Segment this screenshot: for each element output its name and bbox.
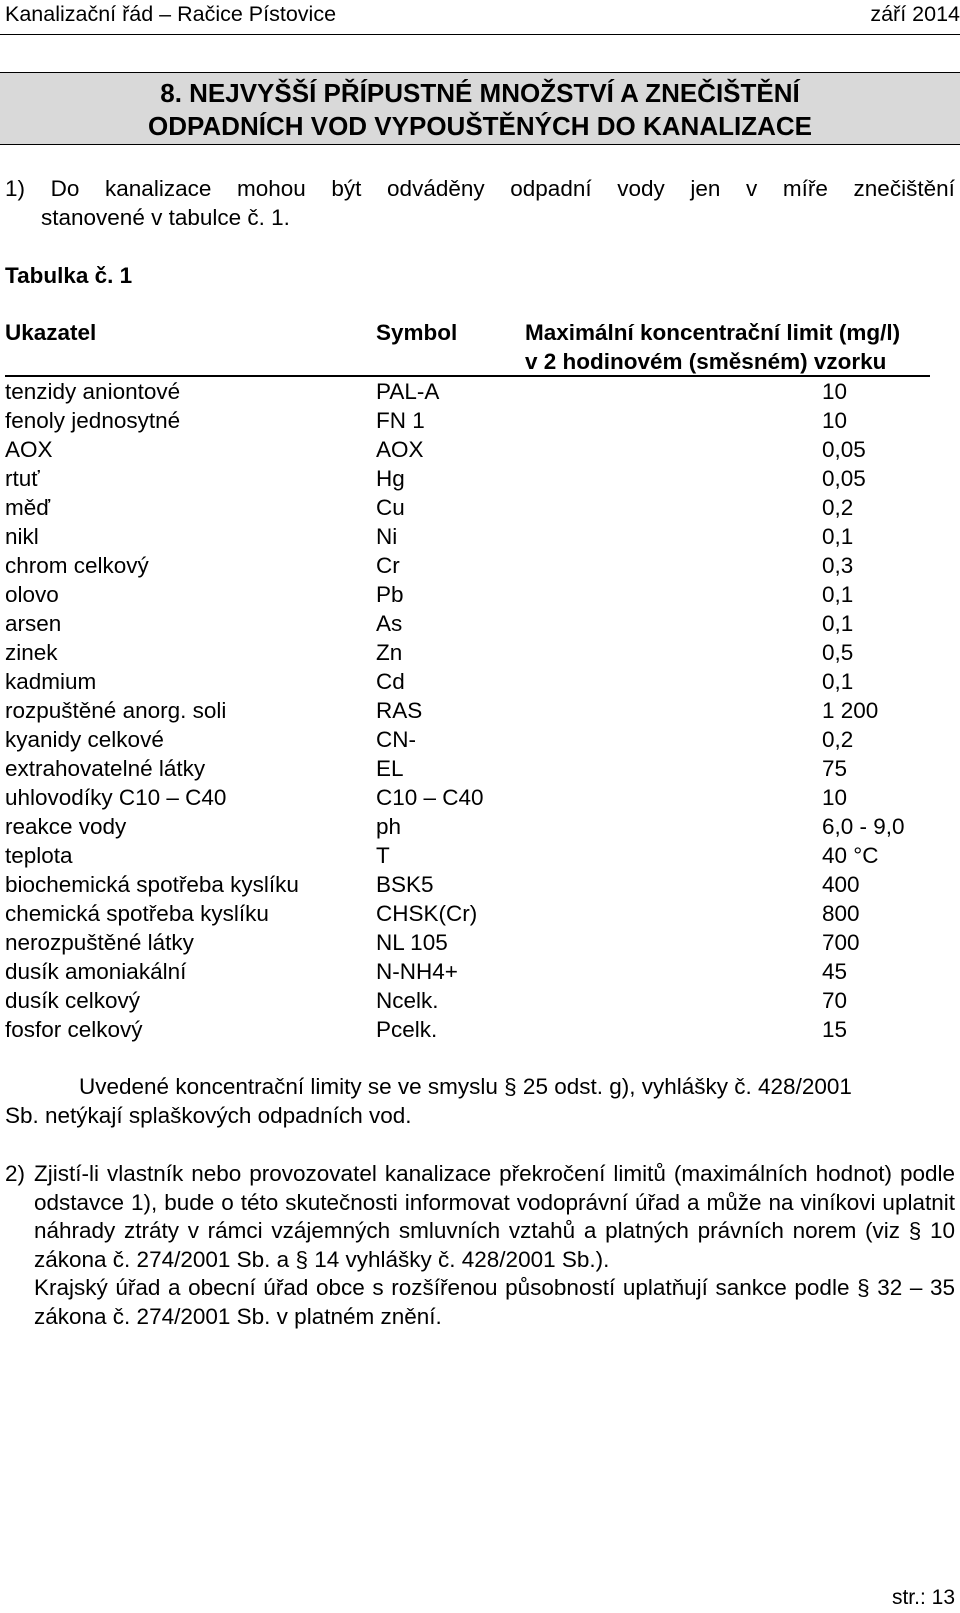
paragraph-1-word: 1) — [5, 176, 26, 201]
table-row — [0, 987, 960, 1016]
table-row — [0, 494, 960, 523]
table-row — [0, 842, 960, 871]
cell-limit: 0,1 — [822, 611, 854, 636]
page-header — [5, 0, 960, 28]
cell-ukazatel: tenzidy aniontové — [5, 379, 181, 404]
cell-limit: 10 — [822, 785, 848, 810]
cell-limit: 0,1 — [822, 524, 854, 549]
table-note-line-2: Sb. netýkají splaškových odpadních vod. — [5, 1102, 412, 1128]
table-row — [0, 407, 960, 436]
table-row — [0, 784, 960, 813]
table-row — [0, 929, 960, 958]
table-header-rule — [5, 375, 930, 377]
paragraph-1-word: odpadní — [510, 176, 592, 201]
table-row — [0, 639, 960, 668]
cell-symbol: Cd — [376, 669, 405, 694]
paragraph-1-word: míře — [782, 176, 828, 201]
cell-symbol: Zn — [376, 640, 403, 665]
cell-ukazatel: uhlovodíky C10 – C40 — [5, 785, 227, 810]
cell-ukazatel: nikl — [5, 524, 39, 549]
cell-limit: 15 — [822, 1017, 848, 1042]
cell-symbol: Cr — [376, 553, 400, 578]
cell-symbol: CHSK(Cr) — [376, 901, 478, 926]
cell-symbol: FN 1 — [376, 408, 425, 433]
cell-limit: 10 — [822, 408, 848, 433]
cell-ukazatel: chemická spotřeba kyslíku — [5, 901, 269, 926]
cell-ukazatel: extrahovatelné látky — [5, 756, 206, 781]
cell-symbol: N-NH4+ — [376, 959, 458, 984]
paragraph-1-word: znečištění — [853, 176, 955, 201]
paragraph-2-text: Zjistí-li vlastník nebo provozovatel kanalizace překročení limitů (maximálních hodnot) podle odstavce 1), bude o této skutečnosti informovat vodoprávní úřad a může na viníkovi uplatnit náhrady ztráty v rámci vzájemných smluvních vztahů a platných právních norem (viz § 10 zákona č. 274/2001 Sb. a § 14 vyhlášky č. 428/2001 Sb.). — [34, 1161, 955, 1272]
cell-symbol: Cu — [376, 495, 405, 520]
cell-limit: 700 — [822, 930, 860, 955]
cell-limit: 75 — [822, 756, 848, 781]
cell-ukazatel: biochemická spotřeba kyslíku — [5, 872, 299, 897]
table-row — [0, 871, 960, 900]
cell-limit: 6,0 - 9,0 — [822, 814, 905, 839]
cell-symbol: AOX — [376, 437, 424, 462]
cell-symbol: Ni — [376, 524, 398, 549]
cell-limit: 1 200 — [822, 698, 879, 723]
cell-limit: 0,2 — [822, 727, 854, 752]
cell-symbol: As — [376, 611, 403, 636]
table-caption: Tabulka č. 1 — [5, 263, 133, 288]
page-number: str.: 13 — [891, 1586, 955, 1609]
paragraph-1-word: kanalizace — [105, 176, 212, 201]
cell-ukazatel: olovo — [5, 582, 59, 607]
table-note-line-1: Uvedené koncentrační limity se ve smyslu § 25 odst. g), vyhlášky č. 428/2001 — [79, 1074, 852, 1099]
cell-limit: 40 °C — [822, 843, 879, 868]
cell-symbol: BSK5 — [376, 872, 434, 897]
cell-symbol: Hg — [376, 466, 405, 491]
table-row — [0, 610, 960, 639]
table-row — [0, 436, 960, 465]
paragraph-1-word: v — [746, 176, 758, 201]
cell-symbol: EL — [376, 756, 404, 781]
paragraph-2 — [5, 1160, 955, 1332]
cell-symbol: NL 105 — [376, 930, 448, 955]
table-row — [0, 523, 960, 552]
cell-ukazatel: zinek — [5, 640, 58, 665]
table-row — [0, 726, 960, 755]
paragraph-2-number: 2) — [5, 1161, 26, 1186]
table-note — [5, 1073, 955, 1130]
cell-limit: 10 — [822, 379, 848, 404]
cell-limit: 0,05 — [822, 437, 866, 462]
cell-limit: 45 — [822, 959, 848, 984]
cell-limit: 0,2 — [822, 495, 854, 520]
table-row — [0, 581, 960, 610]
cell-ukazatel: teplota — [5, 843, 73, 868]
cell-symbol: CN- — [376, 727, 416, 752]
cell-limit: 0,5 — [822, 640, 854, 665]
cell-symbol: C10 – C40 — [376, 785, 484, 810]
cell-ukazatel: fenoly jednosytné — [5, 408, 181, 433]
cell-limit: 400 — [822, 872, 860, 897]
paragraph-1-line-2: stanovené v tabulce č. 1. — [41, 204, 290, 230]
paragraph-1-word: vody — [617, 176, 665, 201]
table-row — [0, 697, 960, 726]
paragraph-1-word: jen — [690, 176, 721, 201]
header-divider — [0, 34, 960, 35]
cell-symbol: T — [376, 843, 390, 868]
paragraph-1 — [5, 175, 955, 232]
table-row — [0, 1016, 960, 1045]
header-limit-subline: v 2 hodinovém (směsném) vzorku — [525, 349, 887, 374]
table-row — [0, 755, 960, 784]
table-row — [0, 813, 960, 842]
table-row — [0, 958, 960, 987]
cell-ukazatel: chrom celkový — [5, 553, 149, 578]
cell-symbol: Ncelk. — [376, 988, 439, 1013]
paragraph-1-word: Do — [50, 176, 80, 201]
section-heading — [0, 72, 960, 145]
cell-limit: 70 — [822, 988, 848, 1013]
paragraph-1-line-1 — [5, 175, 955, 204]
cell-ukazatel: fosfor celkový — [5, 1017, 143, 1042]
cell-ukazatel: kyanidy celkové — [5, 727, 164, 752]
cell-limit: 0,1 — [822, 582, 854, 607]
table-row — [0, 552, 960, 581]
cell-symbol: RAS — [376, 698, 423, 723]
paragraph-1-word: odváděny — [387, 176, 485, 201]
table-row — [0, 668, 960, 697]
table-body — [0, 378, 960, 1045]
table-row — [0, 465, 960, 494]
cell-ukazatel: dusík amoniakální — [5, 959, 187, 984]
document-title: Kanalizační řád – Račice Pístovice — [5, 2, 337, 26]
cell-ukazatel: arsen — [5, 611, 62, 636]
cell-limit: 800 — [822, 901, 860, 926]
cell-limit: 0,05 — [822, 466, 866, 491]
cell-ukazatel: měď — [5, 495, 51, 520]
cell-symbol: Pb — [376, 582, 404, 607]
cell-ukazatel: dusík celkový — [5, 988, 141, 1013]
cell-ukazatel: rtuť — [5, 466, 40, 491]
section-heading-line-1: 8. NEJVYŠŠÍ PŘÍPUSTNÉ MNOŽSTVÍ A ZNEČIŠTĚNÍ — [160, 78, 800, 108]
cell-ukazatel: AOX — [5, 437, 53, 462]
table-row — [0, 900, 960, 929]
cell-symbol: Pcelk. — [376, 1017, 438, 1042]
cell-ukazatel: reakce vody — [5, 814, 127, 839]
cell-ukazatel: nerozpuštěné látky — [5, 930, 194, 955]
header-ukazatel: Ukazatel — [5, 320, 97, 345]
paragraph-1-word: mohou — [236, 176, 306, 201]
header-limit: Maximální koncentrační limit (mg/l) — [525, 320, 901, 345]
cell-limit: 0,1 — [822, 669, 854, 694]
paragraph-2-text-2: Krajský úřad a obecní úřad obce s rozšířenou působností uplatňují sankce podle § 32 – 35 zákona č. 274/2001 Sb. v platném znění. — [34, 1275, 955, 1329]
cell-symbol: ph — [376, 814, 402, 839]
cell-limit: 0,3 — [822, 553, 854, 578]
paragraph-1-word: být — [331, 176, 362, 201]
section-heading-line-2: ODPADNÍCH VOD VYPOUŠTĚNÝCH DO KANALIZACE — [147, 111, 812, 141]
cell-symbol: PAL-A — [376, 379, 440, 404]
cell-ukazatel: rozpuštěné anorg. soli — [5, 698, 227, 723]
header-symbol: Symbol — [376, 320, 458, 345]
document-date: září 2014 — [870, 2, 960, 26]
table-row — [0, 378, 960, 407]
cell-ukazatel: kadmium — [5, 669, 97, 694]
